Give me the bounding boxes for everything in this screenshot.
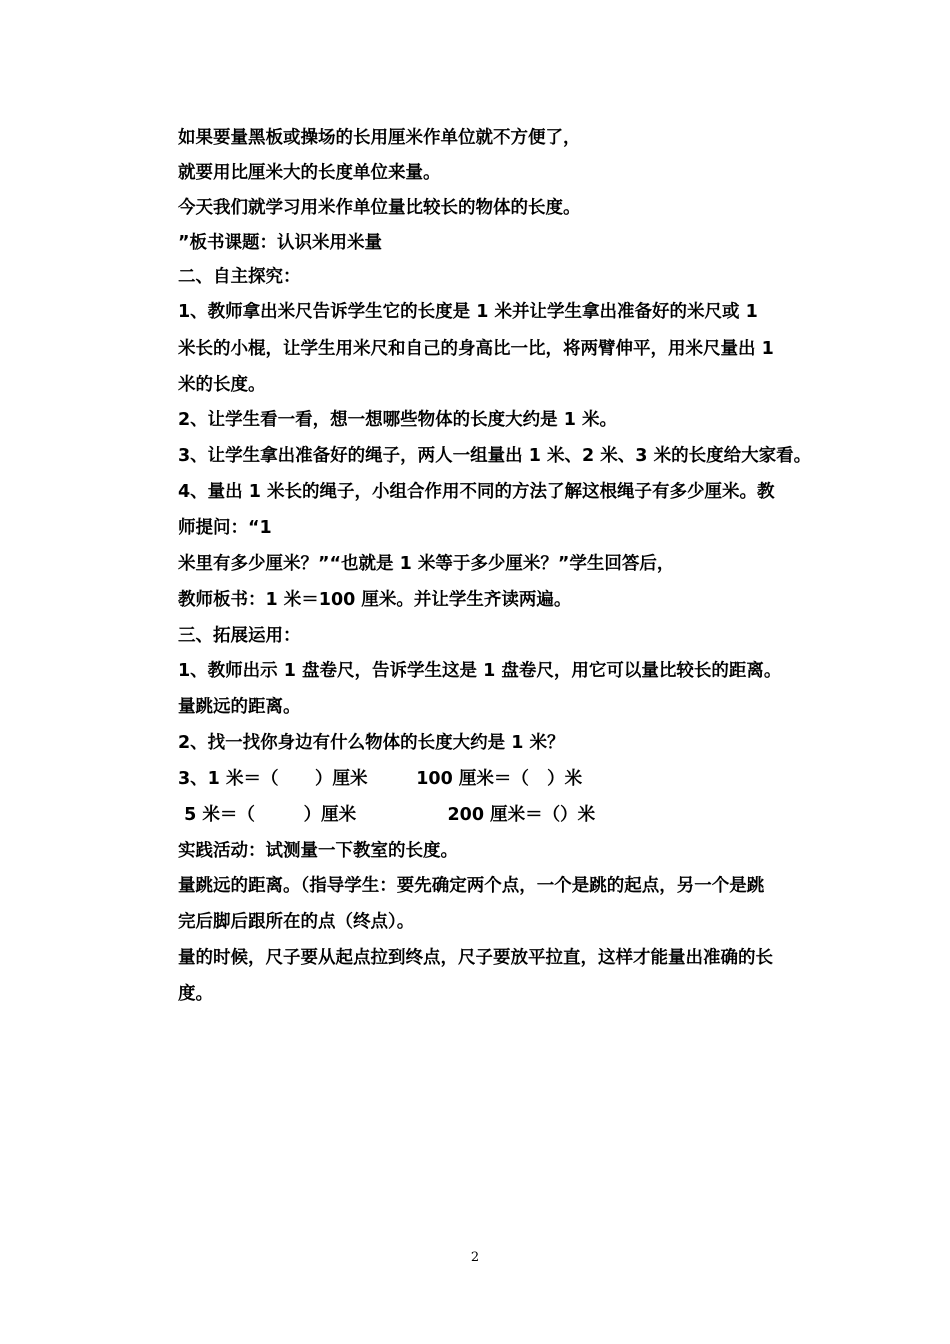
text-line-14: 教师板书：1 米＝100 厘米。并让学生齐读两遍。 [178, 590, 572, 610]
text-line-4: ”板书课题：认识米用米量 [178, 233, 383, 253]
text-line-22: 量跳远的距离。（指导学生：要先确定两个点，一个是跳的起点，另一个是跳 [178, 876, 765, 896]
text-line-8: 米的长度。 [178, 375, 266, 395]
text-line-7: 米长的小棍，让学生用米尺和自己的身高比一比，将两臂伸平，用米尺量出 1 [178, 339, 774, 359]
text-line-21: 实践活动：试测量一下教室的长度。 [178, 841, 458, 861]
section-heading-2: 二、自主探究： [178, 267, 301, 287]
text-line-25: 度。 [178, 984, 213, 1004]
text-line-18: 2、找一找你身边有什么物体的长度大约是 1 米？ [178, 733, 565, 753]
section-heading-3: 三、拓展运用： [178, 626, 301, 646]
text-line-12: 师提问：“1 [178, 518, 272, 538]
text-line-13: 米里有多少厘米？”“也就是 1 米等于多少厘米？”学生回答后， [178, 554, 675, 574]
text-line-10: 3、让学生拿出准备好的绳子，两人一组量出 1 米、2 米、3 米的长度给大家看。 [178, 446, 812, 466]
text-line-23: 完后脚后跟所在的点（终点）。 [178, 912, 415, 932]
text-line-16: 1、教师出示 1 盘卷尺，告诉学生这是 1 盘卷尺，用它可以量比较长的距离。 [178, 661, 782, 681]
text-line-3: 今天我们就学习用米作单位量比较长的物体的长度。 [178, 198, 581, 218]
page-number: 2 [470, 1250, 480, 1265]
text-line-2: 就要用比厘米大的长度单位来量。 [178, 163, 441, 183]
text-line-24: 量的时候，尺子要从起点拉到终点，尺子要放平拉直，这样才能量出准确的长 [178, 948, 773, 968]
text-line-1: 如果要量黑板或操场的长用厘米作单位就不方便了， [178, 128, 581, 148]
text-line-6: 1、教师拿出米尺告诉学生它的长度是 1 米并让学生拿出准备好的米尺或 1 [178, 302, 758, 322]
text-line-11: 4、量出 1 米长的绳子，小组合作用不同的方法了解这根绳子有多少厘米。教 [178, 482, 775, 502]
text-line-17: 量跳远的距离。 [178, 697, 301, 717]
text-line-9: 2、让学生看一看，想一想哪些物体的长度大约是 1 米。 [178, 410, 618, 430]
exercise-line-1: 3、1 米＝（ ）厘米 100 厘米＝（ ）米 [178, 769, 583, 789]
exercise-line-2: 5 米＝（ ）厘米 200 厘米＝（）米 [178, 805, 596, 825]
